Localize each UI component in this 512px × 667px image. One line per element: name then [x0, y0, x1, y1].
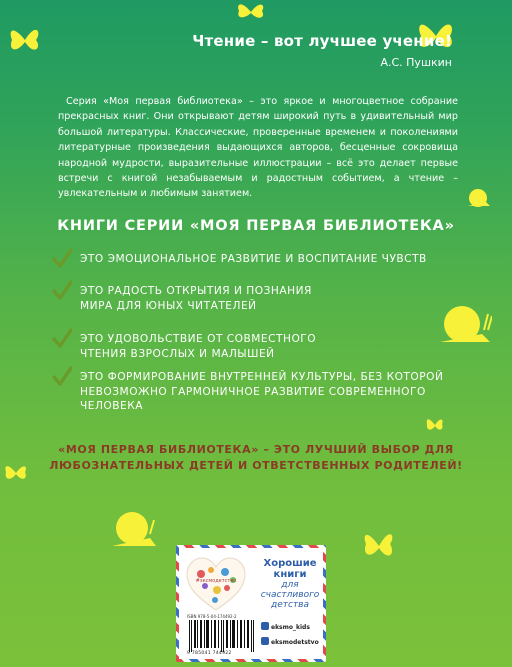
publisher-card	[176, 545, 326, 662]
closing-slogan: «МОЯ ПЕРВАЯ БИБЛИОТЕКА» – ЭТО ЛУЧШИЙ ВЫБОР ДЛЯ ЛЮБОЗНАТЕЛЬНЫХ ДЕТЕЙ И ОТВЕТСТВЕННЫХ РОДИТЕЛЕЙ!	[49, 443, 463, 472]
benefit-item	[58, 332, 328, 361]
checkmark-icon	[52, 366, 72, 388]
epigraph-author: А.С. Пушкин	[380, 56, 452, 69]
series-title: КНИГИ СЕРИИ «МОЯ ПЕРВАЯ БИБЛИОТЕКА»	[57, 218, 455, 234]
checkmark-icon	[52, 248, 72, 270]
heart-label: #эксмодетство	[195, 578, 237, 584]
benefit-item	[58, 370, 458, 414]
butterfly-icon	[236, 0, 266, 22]
intro-paragraph: Серия «Моя первая библиотека» – это яркое и многоцветное собрание прекрасных книг. Они открывают детям широкий путь в удивительный мир большой литературы. Классические, проверенные временем и поколениями литературные произведения выдающихся авторов, бесценные сокровища народной мудрости, выразительные иллюстрации – всё это делает первые встречи с книгой незабываемым и радостным событием, а чтение – увлекательным и любимым занятием.	[58, 96, 458, 200]
butterfly-icon	[426, 414, 444, 434]
benefit-item	[58, 252, 427, 267]
isbn-text: ISBN 978-5-04-174492-2	[187, 614, 237, 619]
butterfly-icon	[362, 524, 396, 564]
checkmark-icon	[52, 280, 72, 302]
snail-icon	[466, 186, 492, 208]
benefit-text: ЭТО ФОРМИРОВАНИЕ ВНУТРЕННЕЙ КУЛЬТУРЫ, БЕЗ КОТОРОЙ НЕВОЗМОЖНО ГАРМОНИЧНОЕ РАЗВИТИЕ СОВРЕМЕННОГО ЧЕЛОВЕКА	[80, 371, 444, 412]
barcode-number: 9 785041 744922	[187, 651, 232, 656]
epigraph	[0, 32, 452, 69]
benefit-text: ЭТО ЭМОЦИОНАЛЬНОЕ РАЗВИТИЕ И ВОСПИТАНИЕ ЧУВСТВ	[80, 253, 427, 265]
checkmark-icon	[52, 328, 72, 350]
benefit-item	[58, 284, 348, 313]
snail-icon	[436, 300, 492, 346]
social-handle-kids: eksmo_kids	[261, 622, 310, 631]
social-icon	[261, 622, 269, 630]
epigraph-text: Чтение – вот лучшее учение!	[192, 32, 452, 50]
benefit-text: ЭТО УДОВОЛЬСТВИЕ ОТ СОВМЕСТНОГО ЧТЕНИЯ ВЗРОСЛЫХ И МАЛЫШЕЙ	[80, 333, 317, 360]
benefit-text: ЭТО РАДОСТЬ ОТКРЫТИЯ И ПОЗНАНИЯ МИРА ДЛЯ ЮНЫХ ЧИТАТЕЛЕЙ	[80, 285, 312, 312]
heart-logo-icon	[185, 556, 247, 612]
snail-icon	[110, 508, 158, 548]
social-handle-detstvo: eksmodetstvo	[261, 637, 319, 646]
card-slogan: Хорошие книги для счастливого детства	[260, 558, 320, 610]
barcode	[187, 620, 257, 652]
social-icon	[261, 637, 269, 645]
